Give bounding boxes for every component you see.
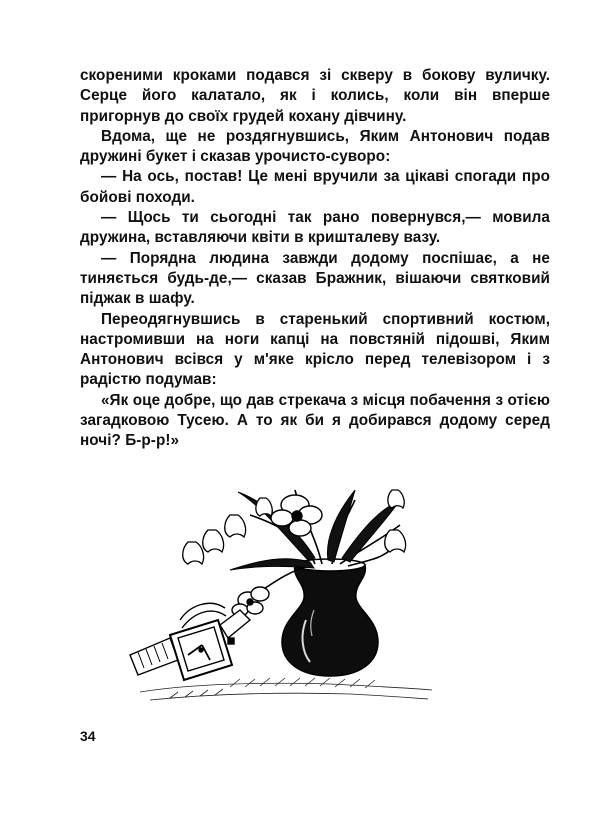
paragraph: — Щось ти сьогодні так рано повернувся,— мовила дружина, вставляючи квіти в кришталеву вазу. [80,209,550,247]
paragraph: Переодягнувшись в старенький спортивний костюм, настромивши на ноги капці на повстяній підошві, Яким Антонович всівся у м'яке крісло перед телевізором і з радістю подумав: [80,310,550,389]
paragraph: — На ось, постав! Це мені вручили за цікаві спогади про бойові походи. [80,168,550,206]
vase-and-watch-illustration [110,470,440,715]
vase-icon [282,559,378,676]
page-number: 34 [80,728,96,744]
paragraph: «Як оце добре, що дав стрекача з місця побачення з отією загадковою Тусею. А то як би я добирався додому серед ночі? Б-р-р!» [80,391,550,450]
paragraph: — Порядна людина завжди додому поспішає, а не тиняється будь-де,— сказав Бражник, вішаючи святковий піджак в шафу. [80,249,550,308]
wristwatch-icon [130,603,250,680]
body-text [80,66,550,452]
paragraph: скореними кроками подався зі скверу в бокову вуличку. Серце його калатало, як і колись, коли він вперше пригорнув до своїх грудей кохану дівчину. [80,67,550,125]
table-shadow [140,678,432,700]
paragraph: Вдома, ще не роздягнувшись, Яким Антонович подав дружині букет і сказав урочисто-суворо: [80,127,550,166]
